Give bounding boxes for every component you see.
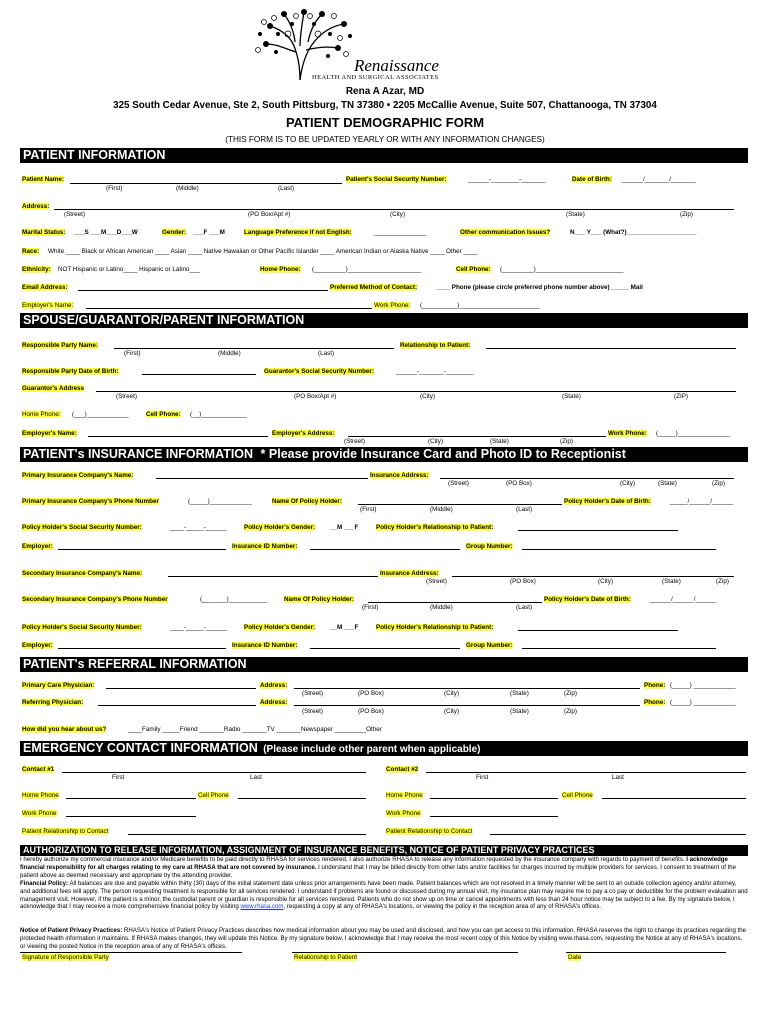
- first-caption: (First): [362, 604, 379, 611]
- street-caption: (Street): [64, 211, 85, 218]
- responsible-dob-field[interactable]: [142, 374, 256, 375]
- gender-label: Gender:: [162, 229, 187, 236]
- authorization-text-end: I understand that I may be billed directly from other labs and/or facilities for charges incurred by multiple providers for services. I consent to treatment of the patient above as deemed necessary and appropriate by the attending provider.: [20, 863, 737, 879]
- secondary-policy-holder-label: Name Of Policy Holder:: [284, 596, 354, 603]
- contact1-home-phone-label: Home Phone: [22, 792, 59, 799]
- section-insurance-info: [20, 447, 748, 462]
- secondary-policy-holder-dob-label: Policy Holder's Date of Birth:: [544, 596, 631, 603]
- pobox-caption: (PO Box): [358, 708, 384, 715]
- primary-insurance-id-label: Insurance ID Number:: [232, 543, 298, 550]
- section-guarantor-info: SPOUSE/GUARANTOR/PARENT INFORMATION: [20, 313, 748, 328]
- financial-policy-label: Financial Policy:: [20, 880, 69, 887]
- primary-group-number-label: Group Number:: [466, 543, 513, 550]
- guarantor-ssn-field[interactable]: ______-_______-________: [396, 368, 474, 375]
- secondary-policy-holder-field[interactable]: [368, 602, 542, 603]
- section-emergency-contact: [20, 741, 748, 756]
- work-phone-label: Work Phone:: [374, 302, 411, 309]
- state-caption: (State): [566, 211, 585, 218]
- guarantor-employer-label: Employer's Name:: [22, 430, 77, 437]
- primary-insurance-phone-label: Primary Insurance Company's Phone Number: [22, 498, 159, 505]
- rhasa-website-link[interactable]: www.rhasa.com: [240, 903, 284, 911]
- primary-employer-label: Employer:: [22, 543, 53, 550]
- primary-insurance-address-field[interactable]: [440, 478, 734, 479]
- pobox-caption: (PO Box): [358, 690, 384, 697]
- primary-group-number-field[interactable]: [522, 549, 716, 550]
- zip-caption: (Zip): [716, 578, 729, 585]
- primary-insurance-address-label: Insurance Address:: [370, 472, 429, 479]
- city-caption: (City): [444, 708, 460, 715]
- section-referral-info: PATIENT's REFERRAL INFORMATION: [20, 657, 748, 672]
- employer-field[interactable]: [86, 308, 372, 309]
- secondary-insurance-phone-field[interactable]: (_______)___________: [200, 596, 268, 603]
- city-caption: (City): [420, 393, 436, 400]
- home-phone-field[interactable]: (_________)_____________________: [312, 266, 422, 273]
- patient-name-field[interactable]: [70, 183, 342, 184]
- contact1-cell-phone-field[interactable]: [238, 798, 366, 799]
- referring-physician-field[interactable]: [98, 705, 256, 706]
- language-label: Language Preference if not English:: [244, 229, 352, 236]
- policy-holder-label: Name Of Policy Holder:: [272, 498, 342, 505]
- emergency-section-note: (Please include other parent when applicable): [263, 744, 481, 755]
- contact2-name-field[interactable]: [426, 772, 746, 773]
- secondary-employer-field[interactable]: [58, 648, 226, 649]
- pobox-caption: (PO Box): [506, 480, 532, 487]
- email-label: Email Address:: [22, 284, 68, 291]
- policy-holder-ssn-label: Policy Holder's Social Security Number:: [22, 524, 142, 531]
- patient-dob-field[interactable]: ______/_______/_______: [622, 176, 696, 183]
- referring-address-label: Address:: [260, 699, 288, 706]
- responsible-dob-label: Responsible Party Date of Birth:: [22, 368, 119, 375]
- policy-holder-dob-field[interactable]: _____/______/______: [670, 498, 734, 505]
- form-title: PATIENT DEMOGRAPHIC FORM: [285, 115, 485, 130]
- primary-insurance-name-field[interactable]: [156, 478, 368, 479]
- privacy-notice-text: RHASA's Notice of Patient Privacy Practices describes how medical information about you may be used and disclosed, and how you can get access to this information. RHASA reserves the right to change its practices regarding the protected health information it maintains. If RHASA makes changes, they will update this Notice. By my signature below, I acknowledge that I may receive the most recent copy of this Notice by visiting www.rhasa.com, requesting the Notice at any of RHASA's locations, or viewing the posted Notice in the reception area of any of RHASA's offices.: [20, 927, 747, 950]
- first-caption: (First): [106, 185, 123, 192]
- secondary-group-number-field[interactable]: [522, 648, 716, 649]
- state-caption: (State): [662, 578, 681, 585]
- contact2-work-phone-label: Work Phone: [386, 810, 421, 817]
- zip-caption: (Zip): [564, 690, 577, 697]
- pcp-phone-label: Phone:: [644, 682, 666, 689]
- pcp-address-label: Address:: [260, 682, 288, 689]
- zip-caption: (ZIP): [674, 393, 688, 400]
- policy-holder-field[interactable]: [358, 504, 562, 505]
- renaissance-tree-logo: [248, 6, 358, 82]
- contact2-relationship-field[interactable]: [490, 834, 746, 835]
- contact1-label: Contact #1: [22, 766, 55, 773]
- street-caption: (Street): [448, 480, 469, 487]
- logo-name: Renaissance: [354, 56, 439, 75]
- referring-address-field[interactable]: [294, 705, 640, 706]
- contact2-home-phone-field[interactable]: [430, 798, 558, 799]
- preferred-contact-label: Preferred Method of Contact:: [330, 284, 418, 291]
- communication-field[interactable]: N___ Y___ (What?)____________________: [570, 229, 697, 236]
- middle-caption: (Middle): [430, 506, 453, 513]
- first-caption: First: [112, 774, 125, 781]
- zip-caption: (Zip): [564, 708, 577, 715]
- secondary-holder-ssn-label: Policy Holder's Social Security Number:: [22, 624, 142, 631]
- primary-insurance-phone-field[interactable]: (_____)____________: [188, 498, 252, 505]
- secondary-insurance-id-field[interactable]: [310, 648, 460, 649]
- contact1-work-phone-label: Work Phone: [22, 810, 57, 817]
- section-authorization: AUTHORIZATION TO RELEASE INFORMATION, ASSIGNMENT OF INSURANCE BENEFITS, NOTICE OF PATIENT PRIVACY PRACTICES: [20, 845, 748, 856]
- last-caption: Last: [612, 774, 624, 781]
- guarantor-address-field[interactable]: [96, 391, 736, 392]
- middle-caption: (Middle): [218, 350, 241, 357]
- contact1-home-phone-field[interactable]: [66, 798, 196, 799]
- contact1-relationship-field[interactable]: [128, 834, 366, 835]
- policy-holder-gender-field[interactable]: __M ___F: [330, 524, 359, 531]
- financial-policy-end: , requesting a copy at any of RHASA's locations, or viewing the policy in the reception area of any of RHASA's offices.: [283, 903, 602, 911]
- section-patient-info: PATIENT INFORMATION: [20, 148, 748, 163]
- marital-status-field[interactable]: ___S ___M___D___W: [74, 229, 138, 236]
- patient-ssn-label: Patient's Social Security Number:: [346, 176, 447, 183]
- ethnicity-options[interactable]: NOT Hispanic or Latino____ Hispanic or Latino___: [58, 266, 200, 273]
- primary-employer-field[interactable]: [58, 549, 226, 550]
- race-label: Race:: [22, 248, 40, 255]
- employer-label: Employer's Name:: [22, 302, 74, 309]
- patient-name-label: Patient Name:: [22, 176, 64, 183]
- referring-physician-label: Referring Physician:: [22, 699, 84, 706]
- practice-address: 325 South Cedar Avenue, Ste 2, South Pittsburg, TN 37380 • 2205 McCallie Avenue, Suite 507, Chattanooga, TN 37304: [113, 100, 657, 111]
- form-note: (THIS FORM IS TO BE UPDATED YEARLY OR WITH ANY INFORMATION CHANGES): [225, 135, 545, 144]
- patient-address-label: Address:: [22, 203, 50, 210]
- secondary-insurance-address-label: Insurance Address:: [380, 570, 439, 577]
- home-phone-label: Home Phone:: [260, 266, 301, 273]
- ethnicity-label: Ethnicity:: [22, 266, 51, 273]
- pcp-address-field[interactable]: [294, 688, 640, 689]
- authorization-text: I hereby authorize my commercial insurance and/or Medicare benefits to be paid directly to RHASA for services rendered. I also authorize RHASA to release any information requested by the insurance company with regards to payment of benefits.: [20, 856, 687, 863]
- financial-policy-paragraph: [20, 880, 748, 911]
- email-field[interactable]: [78, 290, 328, 291]
- date-label: Date: [568, 954, 582, 961]
- city-caption: (City): [390, 211, 406, 218]
- responsible-party-label: Responsible Party Name:: [22, 342, 98, 349]
- secondary-insurance-id-label: Insurance ID Number:: [232, 642, 298, 649]
- state-caption: (State): [658, 480, 677, 487]
- middle-caption: (Middle): [430, 604, 453, 611]
- guarantor-home-phone-label: Home Phone:: [22, 411, 61, 418]
- insurance-section-title: PATIENT's INSURANCE INFORMATION: [23, 447, 254, 461]
- secondary-holder-relationship-label: Policy Holder's Relationship to Patient:: [376, 624, 494, 631]
- zip-caption: (Zip): [712, 480, 725, 487]
- marital-status-label: Marital Status:: [22, 229, 66, 236]
- guarantor-work-phone-field[interactable]: (_____)_______________: [656, 430, 731, 437]
- pobox-caption: (PO Box/Apt #): [248, 211, 291, 218]
- gender-field[interactable]: ___F ___M: [193, 229, 225, 236]
- state-caption: (State): [490, 438, 509, 445]
- contact1-work-phone-field[interactable]: [66, 816, 196, 817]
- cell-phone-field[interactable]: (_________)_________________________: [500, 266, 624, 273]
- contact1-relationship-label: Patient Relationship to Contact: [22, 828, 109, 835]
- privacy-notice-label: Notice of Patient Privacy Practices:: [20, 927, 123, 934]
- policy-holder-dob-label: Policy Holder's Date of Birth:: [564, 498, 651, 505]
- guarantor-employer-field[interactable]: [88, 436, 268, 437]
- first-caption: (First): [360, 506, 377, 513]
- logo-subtitle: HEALTH AND SURGICAL ASSOCIATES: [312, 74, 439, 81]
- last-caption: (Last): [318, 350, 335, 357]
- secondary-insurance-name-label: Secondary Insurance Company's Name:: [22, 570, 143, 577]
- contact2-cell-phone-field[interactable]: [602, 798, 746, 799]
- first-caption: First: [476, 774, 489, 781]
- primary-insurance-name-label: Primary Insurance Company's Name:: [22, 472, 134, 479]
- state-caption: (State): [510, 690, 529, 697]
- guarantor-cell-phone-field[interactable]: (__)_____________: [190, 411, 247, 418]
- authorization-paragraph: [20, 856, 748, 879]
- doctor-name: Rena A Azar, MD: [345, 86, 425, 97]
- street-caption: (Street): [302, 708, 323, 715]
- patient-dob-label: Date of Birth:: [572, 176, 612, 183]
- last-caption: (Last): [516, 604, 533, 611]
- secondary-employer-label: Employer:: [22, 642, 53, 649]
- city-caption: (City): [598, 578, 614, 585]
- zip-caption: (Zip): [680, 211, 693, 218]
- street-caption: (Street): [116, 393, 137, 400]
- last-caption: Last: [250, 774, 262, 781]
- city-caption: (City): [444, 690, 460, 697]
- secondary-holder-gender-field[interactable]: __M ___F: [330, 624, 359, 631]
- last-caption: (Last): [516, 506, 533, 513]
- last-caption: (Last): [278, 185, 295, 192]
- pobox-caption: (PO Box): [510, 578, 536, 585]
- policy-holder-ssn-field[interactable]: ____-_____-______: [170, 524, 227, 531]
- relationship-signature-field[interactable]: [292, 952, 518, 953]
- signature-field[interactable]: [20, 952, 242, 953]
- language-field[interactable]: _______________: [374, 229, 427, 236]
- middle-caption: (Middle): [176, 185, 199, 192]
- guarantor-relationship-field[interactable]: [486, 348, 736, 349]
- relationship-to-patient-label: Relationship to Patient: [294, 954, 358, 961]
- pcp-field[interactable]: [106, 688, 256, 689]
- secondary-insurance-address-field[interactable]: [452, 576, 734, 577]
- patient-address-field[interactable]: [54, 209, 734, 210]
- financial-policy-text: All balances are due and payable within thirty (30) days of the initial statement date unless prior arrangements have been made. Patient balances which are not resolved in a timely manner will be sent to an outside collection agency and/or attorney, and additional fees will apply. The person requesting treatment is responsible for all services rendered. I understand if problems are found or discussed during my annual visit, my insurance plan may require me to pay a co pay or deductible for the problem evaluation and management visit. However, if the patient is a minor, the custodial parent or guardian is responsible for all services rendered. Patients who do not show up on time or cancel appointments with less than 24 hour notice may be subject to a fee. By my signature below, I acknowledge that I may receive a more comprehensive financial policy by visiting: [20, 880, 748, 911]
- contact1-cell-phone-label: Cell Phone: [198, 792, 229, 799]
- city-caption: (City): [428, 438, 444, 445]
- primary-insurance-id-field[interactable]: [310, 549, 460, 550]
- contact2-label: Contact #2: [386, 766, 419, 773]
- pcp-label: Primary Care Physician:: [22, 682, 95, 689]
- responsible-party-field[interactable]: [114, 348, 394, 349]
- secondary-holder-gender-label: Policy Holder's Gender:: [244, 624, 316, 631]
- pobox-caption: (PO Box/Apt #): [294, 393, 337, 400]
- secondary-holder-ssn-field[interactable]: ____-_____-______: [170, 624, 227, 631]
- contact2-home-phone-label: Home Phone: [386, 792, 423, 799]
- contact2-cell-phone-label: Cell Phone: [562, 792, 593, 799]
- patient-ssn-field[interactable]: ______-________-_______: [468, 176, 546, 183]
- secondary-insurance-name-field[interactable]: [168, 576, 378, 577]
- heard-about-label: How did you hear about us?: [22, 726, 107, 733]
- city-caption: (City): [620, 480, 636, 487]
- contact2-work-phone-field[interactable]: [430, 816, 558, 817]
- secondary-group-number-label: Group Number:: [466, 642, 513, 649]
- contact2-relationship-label: Patient Relationship to Contact: [386, 828, 473, 835]
- secondary-policy-holder-dob-field[interactable]: ______/______/______: [650, 596, 717, 603]
- secondary-insurance-phone-label: Secondary Insurance Company's Phone Number: [22, 596, 168, 603]
- insurance-section-note: * Please provide Insurance Card and Photo ID to Receptionist: [260, 447, 626, 461]
- street-caption: (Street): [426, 578, 447, 585]
- guarantor-home-phone-field[interactable]: (___)____________: [72, 411, 129, 418]
- date-field[interactable]: [566, 952, 726, 953]
- zip-caption: (Zip): [560, 438, 573, 445]
- cell-phone-label: Cell Phone:: [456, 266, 491, 273]
- secondary-holder-relationship-field[interactable]: [518, 630, 678, 631]
- policy-holder-gender-label: Policy Holder's Gender:: [244, 524, 316, 531]
- guarantor-address-label: Guarantor's Address: [22, 385, 85, 392]
- street-caption: (Street): [302, 690, 323, 697]
- employer-address-field[interactable]: [348, 436, 606, 437]
- preferred-contact-field[interactable]: ____ Phone (please circle preferred phone number above) _____ Mail: [436, 284, 643, 291]
- privacy-notice-paragraph: [20, 927, 748, 950]
- state-caption: (State): [562, 393, 581, 400]
- signature-label: Signature of Responsible Party: [22, 954, 109, 961]
- financial-acknowledgement: I acknowledge financial responsibility for all charges relating to my care at RHASA that are not covered by insurance.: [20, 856, 728, 871]
- guarantor-work-phone-label: Work Phone:: [608, 430, 647, 437]
- state-caption: (State): [510, 708, 529, 715]
- heard-about-options[interactable]: ____Family _____Friend _______Radio _______TV _______Newspaper _________Other: [128, 726, 382, 733]
- work-phone-field[interactable]: (__________)_______________________: [420, 302, 540, 309]
- guarantor-ssn-label: Guarantor's Social Security Number:: [264, 368, 374, 375]
- emergency-section-title: EMERGENCY CONTACT INFORMATION: [23, 741, 258, 755]
- race-options[interactable]: White ____ Black or African American ____ Asian ____ Native Hawaiian or Other Pacific Islander ____ American Indian or Alaska Native ____ Other ____: [48, 248, 478, 255]
- pcp-phone-field[interactable]: (_____) ____________: [670, 682, 736, 689]
- guarantor-relationship-label: Relationship to Patient:: [400, 342, 471, 349]
- referring-phone-field[interactable]: (_____) ____________: [670, 699, 736, 706]
- first-caption: (First): [124, 350, 141, 357]
- policy-holder-relationship-field[interactable]: [518, 530, 678, 531]
- contact1-name-field[interactable]: [62, 772, 366, 773]
- referring-phone-label: Phone:: [644, 699, 666, 706]
- policy-holder-relationship-label: Policy Holder's Relationship to Patient:: [376, 524, 494, 531]
- street-caption: (Street): [344, 438, 365, 445]
- employer-address-label: Employer's Address:: [272, 430, 335, 437]
- guarantor-cell-phone-label: Cell Phone:: [146, 411, 181, 418]
- communication-label: Other communication Issues?: [460, 229, 551, 236]
